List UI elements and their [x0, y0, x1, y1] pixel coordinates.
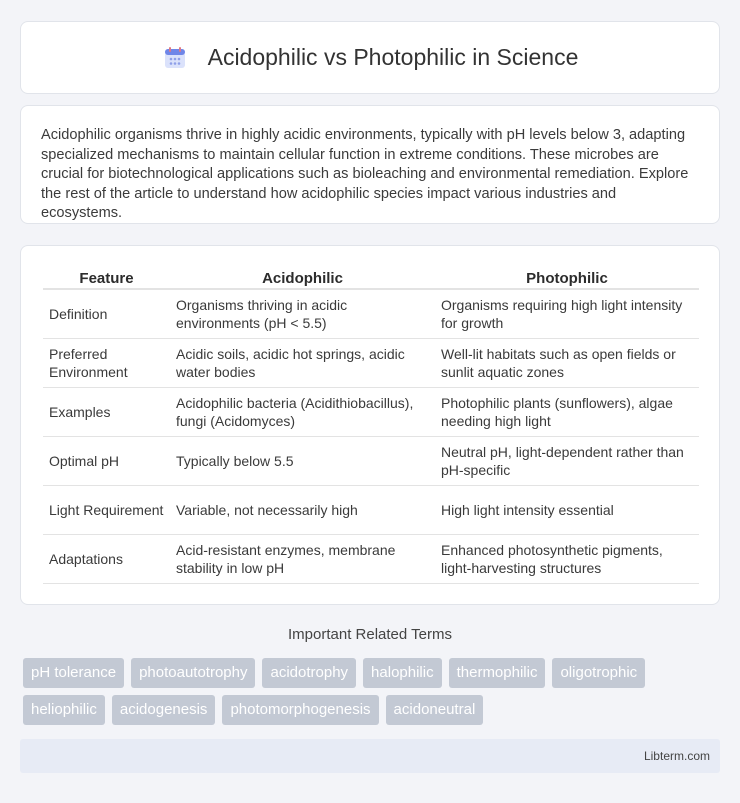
table-row	[43, 339, 699, 388]
acidophilic-cell: Acidophilic bacteria (Acidithiobacillus), fungi (Acidomyces)	[170, 388, 435, 437]
related-term-tag[interactable]: thermophilic	[449, 658, 546, 688]
photophilic-cell: Neutral pH, light-dependent rather than pH-specific	[435, 437, 699, 486]
comparison-table-card	[20, 245, 720, 605]
calendar-grid-icon	[162, 45, 188, 71]
related-terms-heading: Important Related Terms	[288, 626, 452, 643]
related-term-tag[interactable]: acidoneutral	[386, 695, 484, 725]
feature-cell: Definition	[43, 290, 170, 339]
related-term-tag[interactable]: heliophilic	[23, 695, 105, 725]
feature-cell: Examples	[43, 388, 170, 437]
footer	[20, 739, 720, 773]
related-terms-list	[23, 658, 723, 732]
header-photophilic: Photophilic	[435, 268, 699, 290]
comparison-table	[43, 268, 699, 584]
related-term-tag[interactable]: halophilic	[363, 658, 442, 688]
related-term-tag[interactable]: photoautotrophy	[131, 658, 255, 688]
table-row	[43, 535, 699, 584]
photophilic-cell: Enhanced photosynthetic pigments, light-harvesting structures	[435, 535, 699, 584]
table-row	[43, 437, 699, 486]
page-title: Acidophilic vs Photophilic in Science	[207, 44, 579, 70]
related-term-tag[interactable]: oligotrophic	[552, 658, 645, 688]
related-term-tag[interactable]: acidogenesis	[112, 695, 216, 725]
related-term-tag[interactable]: photomorphogenesis	[222, 695, 378, 725]
acidophilic-cell: Acid-resistant enzymes, membrane stability in low pH	[170, 535, 435, 584]
acidophilic-cell: Acidic soils, acidic hot springs, acidic water bodies	[170, 339, 435, 388]
acidophilic-cell: Variable, not necessarily high	[170, 486, 435, 535]
acidophilic-cell: Typically below 5.5	[170, 437, 435, 486]
table-row	[43, 290, 699, 339]
photophilic-cell: High light intensity essential	[435, 486, 699, 535]
related-term-tag[interactable]: pH tolerance	[23, 658, 124, 688]
photophilic-cell: Photophilic plants (sunflowers), algae needing high light	[435, 388, 699, 437]
table-header-row	[43, 268, 699, 290]
related-term-tag[interactable]: acidotrophy	[262, 658, 356, 688]
title-card	[20, 21, 720, 94]
intro-card	[20, 105, 720, 224]
photophilic-cell: Organisms requiring high light intensity for growth	[435, 290, 699, 339]
footer-site-link[interactable]: Libterm.com	[643, 749, 710, 763]
table-row	[43, 388, 699, 437]
acidophilic-cell: Organisms thriving in acidic environments (pH < 5.5)	[170, 290, 435, 339]
photophilic-cell: Well-lit habitats such as open fields or sunlit aquatic zones	[435, 339, 699, 388]
table-row	[43, 486, 699, 535]
feature-cell: Adaptations	[43, 535, 170, 584]
intro-paragraph: Acidophilic organisms thrive in highly acidic environments, typically with pH levels below 3, adapting specialized mechanisms to maintain cellular function in extreme conditions. These microbes are crucial for biotechnological applications such as bioleaching and environmental remediation. Explore the rest of the article to understand how acidophilic species impact various industries and ecosystems.	[41, 127, 689, 221]
feature-cell: Optimal pH	[43, 437, 170, 486]
header-feature: Feature	[43, 268, 170, 290]
feature-cell: Light Requirement	[43, 486, 170, 535]
feature-cell: Preferred Environment	[43, 339, 170, 388]
header-acidophilic: Acidophilic	[170, 268, 435, 290]
